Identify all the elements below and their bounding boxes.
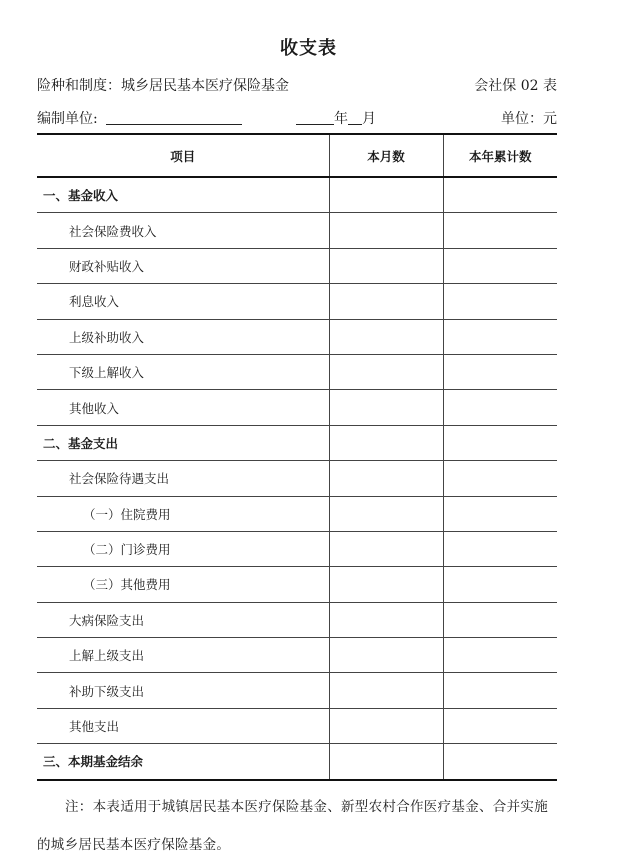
current-month-cell[interactable]: [329, 425, 443, 460]
table-row: [37, 708, 557, 743]
current-month-cell[interactable]: [329, 708, 443, 743]
row-item-label: （三）其他费用: [37, 567, 329, 602]
year-to-date-cell[interactable]: [443, 461, 557, 496]
year-to-date-cell[interactable]: [443, 744, 557, 780]
form-title: 收支表: [280, 38, 337, 59]
year-to-date-cell[interactable]: [443, 177, 557, 213]
current-month-cell[interactable]: [329, 248, 443, 283]
year-to-date-cell[interactable]: [443, 354, 557, 389]
form-code: 会社保 02 表: [474, 78, 557, 94]
table-row: [37, 531, 557, 566]
row-item-label: 三、本期基金结余: [43, 754, 144, 770]
table-row: [37, 390, 557, 425]
year-to-date-cell[interactable]: [443, 319, 557, 354]
year-to-date-cell[interactable]: [443, 496, 557, 531]
current-month-cell[interactable]: [329, 319, 443, 354]
row-item-label: （二）门诊费用: [37, 531, 329, 566]
row-item-label: 大病保险支出: [37, 602, 329, 637]
year-blank-line[interactable]: [296, 110, 334, 125]
income-expense-table: [37, 133, 557, 781]
scheme-label: 险种和制度：城乡居民基本医疗保险基金: [37, 78, 289, 94]
current-month-cell[interactable]: [329, 177, 443, 213]
year-to-date-cell[interactable]: [443, 284, 557, 319]
table-row: [37, 638, 557, 673]
table-row: [37, 425, 557, 460]
month-label: 月: [362, 111, 376, 127]
date-row: [296, 108, 376, 128]
current-month-cell[interactable]: [329, 496, 443, 531]
current-month-cell[interactable]: [329, 602, 443, 637]
table-row: [37, 461, 557, 496]
year-to-date-cell[interactable]: [443, 531, 557, 566]
year-to-date-cell[interactable]: [443, 390, 557, 425]
current-month-cell[interactable]: [329, 284, 443, 319]
row-item-label: 其他支出: [37, 708, 329, 743]
row-item-label: 利息收入: [37, 284, 329, 319]
month-blank-line[interactable]: [348, 110, 362, 125]
row-item-label: 上级补助收入: [37, 319, 329, 354]
table-row: [37, 213, 557, 248]
current-month-cell[interactable]: [329, 531, 443, 566]
current-month-cell[interactable]: [329, 567, 443, 602]
table-row: [37, 248, 557, 283]
table-header-row: [37, 134, 557, 177]
column-header-current-month: 本月数: [329, 134, 443, 177]
current-month-cell[interactable]: [329, 673, 443, 708]
table-row: [37, 602, 557, 637]
table-row: [37, 319, 557, 354]
row-item-label: 上解上级支出: [37, 638, 329, 673]
unit-row: [37, 108, 242, 128]
row-item-label: 二、基金支出: [37, 425, 329, 460]
current-month-cell[interactable]: [329, 744, 443, 780]
row-item-label: 补助下级支出: [37, 673, 329, 708]
current-month-cell[interactable]: [329, 354, 443, 389]
table-row: [37, 496, 557, 531]
year-to-date-cell[interactable]: [443, 213, 557, 248]
current-month-cell[interactable]: [329, 461, 443, 496]
table-row: [37, 284, 557, 319]
table-row: [37, 744, 557, 780]
current-month-cell[interactable]: [329, 390, 443, 425]
table-row: [37, 673, 557, 708]
unit-label: 编制单位:: [37, 111, 98, 127]
currency-label: 单位：元: [501, 111, 557, 127]
current-month-cell[interactable]: [329, 213, 443, 248]
year-label: 年: [334, 111, 348, 127]
row-item-label: 其他收入: [37, 390, 329, 425]
year-to-date-cell[interactable]: [443, 638, 557, 673]
column-header-year-to-date: 本年累计数: [443, 134, 557, 177]
table-body: [37, 177, 557, 780]
row-item-label: 一、基金收入: [37, 177, 329, 213]
footnote: 注：本表适用于城镇居民基本医疗保险基金、新型农村合作医疗基金、合并实施的城乡居民基本医疗保险基金。: [37, 799, 548, 853]
year-to-date-cell[interactable]: [443, 673, 557, 708]
row-item-label: 社会保险费收入: [37, 213, 329, 248]
row-item-label: （一）住院费用: [37, 496, 329, 531]
year-to-date-cell[interactable]: [443, 602, 557, 637]
table-row: [37, 354, 557, 389]
current-month-cell[interactable]: [329, 638, 443, 673]
year-to-date-cell[interactable]: [443, 425, 557, 460]
table-row: [37, 567, 557, 602]
row-item-label: 下级上解收入: [37, 354, 329, 389]
row-item-label: 财政补贴收入: [37, 248, 329, 283]
row-item-label: 社会保险待遇支出: [37, 461, 329, 496]
unit-blank-line[interactable]: [106, 110, 242, 125]
year-to-date-cell[interactable]: [443, 248, 557, 283]
year-to-date-cell[interactable]: [443, 708, 557, 743]
table-row: [37, 177, 557, 213]
column-header-item: 项目: [37, 134, 329, 177]
year-to-date-cell[interactable]: [443, 567, 557, 602]
